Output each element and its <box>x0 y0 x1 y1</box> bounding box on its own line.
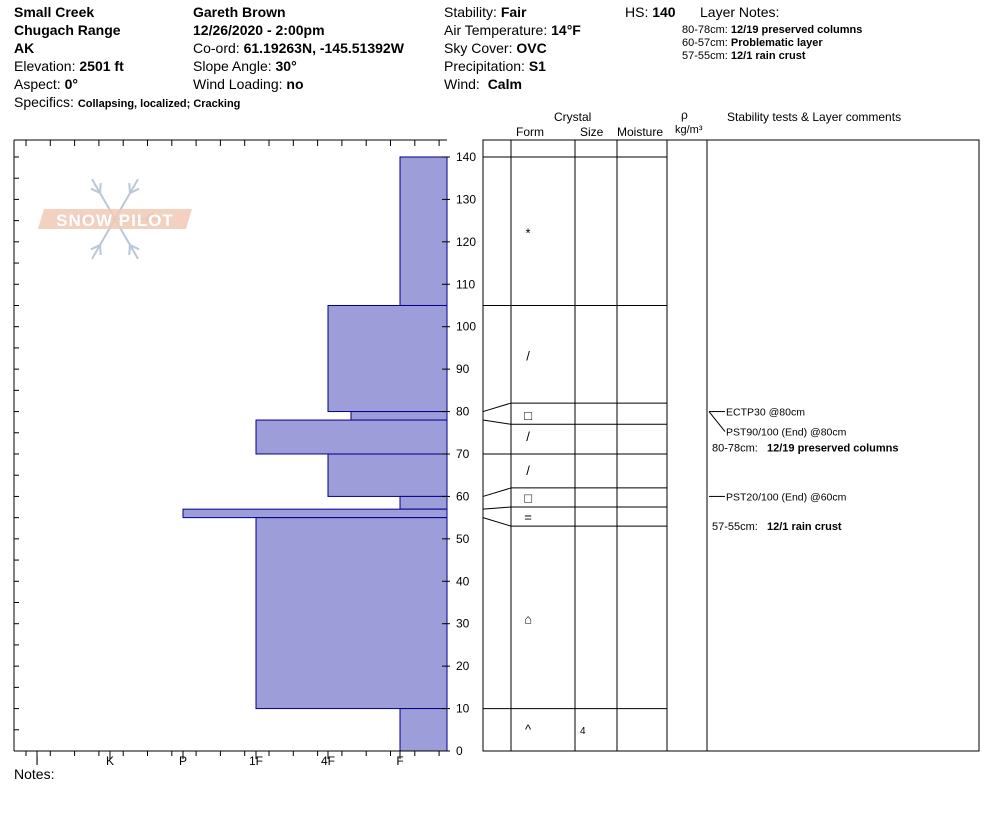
crystal-form-symbol: ⌂ <box>524 611 532 627</box>
air-temp-label: Air Temperature: <box>444 22 548 38</box>
logo-text: SNOW PILOT <box>56 211 174 230</box>
layer-note-range: 60-57cm: <box>682 37 728 49</box>
crystal-form-symbol: ^ <box>524 721 532 737</box>
depth-tick-label: 60 <box>456 489 470 504</box>
chart-marks <box>35 150 898 768</box>
moisture-header: Moisture <box>617 125 664 139</box>
layer-comment-range: 57-55cm: <box>712 521 758 534</box>
hardness-tick-label: 1F <box>248 754 264 768</box>
depth-tick-label: 100 <box>456 319 477 334</box>
hs-label: HS: <box>625 4 649 20</box>
stability-label: Stability: <box>444 4 497 20</box>
form-header: Form <box>516 125 544 139</box>
crystal-header: Crystal <box>554 110 592 124</box>
hardness-bar <box>328 305 447 411</box>
precip-value: S1 <box>528 58 546 74</box>
snowflake-icon <box>100 245 101 255</box>
snowflake-icon <box>100 183 101 193</box>
depth-tick-label: 50 <box>456 531 470 546</box>
hardness-bars <box>183 157 447 751</box>
aspect-label: Aspect: <box>14 76 61 92</box>
observation-datetime: 12/26/2020 - 2:00pm <box>193 22 325 38</box>
crystal-form-symbol: = <box>524 509 532 525</box>
stability-test-pointer <box>709 412 725 432</box>
layer-connector <box>483 420 511 424</box>
layer-notes-label: Layer Notes: <box>700 4 780 20</box>
crystal-form-symbol: / <box>526 462 530 478</box>
wind-label: Wind: <box>444 76 480 92</box>
coord-value: 61.19263N, -145.51392W <box>243 40 404 56</box>
stability-test-label: PST90/100 (End) @80cm <box>726 426 847 439</box>
comments-header: Stability tests & Layer comments <box>727 110 902 124</box>
crystal-size-label: 4 <box>580 725 586 737</box>
hardness-tick-label: P <box>178 754 188 768</box>
hardness-bar <box>400 709 447 751</box>
hardness-bar <box>400 157 447 306</box>
depth-tick-label: 20 <box>456 659 470 674</box>
wind-loading-label: Wind Loading: <box>193 76 283 92</box>
precip-label: Precipitation: <box>444 58 525 74</box>
depth-tick-label: 120 <box>456 234 477 249</box>
sky-label: Sky Cover: <box>444 40 513 56</box>
stability-value: Fair <box>500 4 527 20</box>
sky-value: OVC <box>516 40 547 56</box>
crystal-form-symbol: □ <box>524 407 532 423</box>
stability-test-label: ECTP30 @80cm <box>726 406 805 419</box>
notes-label: Notes: <box>14 766 55 782</box>
snow-pilot-logo <box>38 179 192 259</box>
depth-tick-label: 10 <box>456 701 470 716</box>
layer-note-text: 12/1 rain crust <box>730 50 806 62</box>
depth-tick-label: 140 <box>456 149 477 164</box>
depth-tick-label: 80 <box>456 404 470 419</box>
hardness-bar <box>328 454 447 496</box>
elevation-value: 2501 ft <box>79 58 124 74</box>
hardness-bar <box>256 420 447 454</box>
depth-tick-label: 40 <box>456 574 470 589</box>
crystal-form-symbol: / <box>526 429 530 445</box>
layer-connector <box>483 488 511 496</box>
depth-tick-label: 30 <box>456 616 470 631</box>
hardness-tick-label: K <box>105 754 115 768</box>
layer-comment-text: 12/1 rain crust <box>767 521 842 534</box>
coord-label: Co-ord: <box>193 40 240 56</box>
layer-note-range: 57-55cm: <box>682 50 728 62</box>
snowflake-icon <box>129 245 130 255</box>
hardness-bar <box>183 509 447 517</box>
layer-note-text: Problematic layer <box>730 37 823 49</box>
layer-connector <box>483 403 511 411</box>
hardness-bar <box>256 518 447 709</box>
stability-test-label: PST20/100 (End) @60cm <box>726 491 847 504</box>
specifics-value: Collapsing, localized; Cracking <box>77 98 241 110</box>
mountain-range: Chugach Range <box>14 22 121 38</box>
layer-connector <box>483 507 511 509</box>
density-unit-header: kg/m³ <box>675 124 703 136</box>
hardness-bar <box>400 496 447 509</box>
hardness-tick-label: 4F <box>320 754 336 768</box>
slope-label: Slope Angle: <box>193 58 272 74</box>
elevation-label: Elevation: <box>14 58 76 74</box>
air-temp-value: 14°F <box>551 22 581 38</box>
layer-comment-range: 80-78cm: <box>712 442 758 455</box>
crystal-form-symbol: / <box>526 348 530 364</box>
slope-value: 30° <box>275 58 297 74</box>
aspect-value: 0° <box>64 76 78 92</box>
depth-tick-label: 0 <box>456 744 463 758</box>
size-header: Size <box>580 125 604 139</box>
hardness-tick-label: I <box>35 754 39 768</box>
layer-comment-text: 12/19 preserved columns <box>767 442 899 455</box>
crystal-form-symbol: □ <box>524 490 532 506</box>
specifics-label: Specifics: <box>14 94 74 110</box>
layer-connector <box>483 518 511 526</box>
wind-loading-value: no <box>286 76 304 92</box>
hardness-bar <box>351 412 447 420</box>
depth-tick-label: 110 <box>456 277 476 292</box>
rho-header: ρ <box>681 108 688 122</box>
depth-tick-label: 130 <box>456 192 477 207</box>
depth-tick-label: 90 <box>456 362 470 377</box>
hs-value: 140 <box>652 4 676 20</box>
layer-note-range: 80-78cm: <box>682 24 728 36</box>
snowflake-icon <box>129 183 130 193</box>
layer-note-text: 12/19 preserved columns <box>730 24 863 36</box>
crystal-form-symbol: * <box>525 225 531 241</box>
location-name: Small Creek <box>14 4 95 20</box>
wind-value: Calm <box>487 76 522 92</box>
hardness-tick-label: F <box>396 754 404 768</box>
depth-tick-label: 70 <box>456 446 470 461</box>
observer-name: Gareth Brown <box>193 4 286 20</box>
state: AK <box>14 40 35 56</box>
